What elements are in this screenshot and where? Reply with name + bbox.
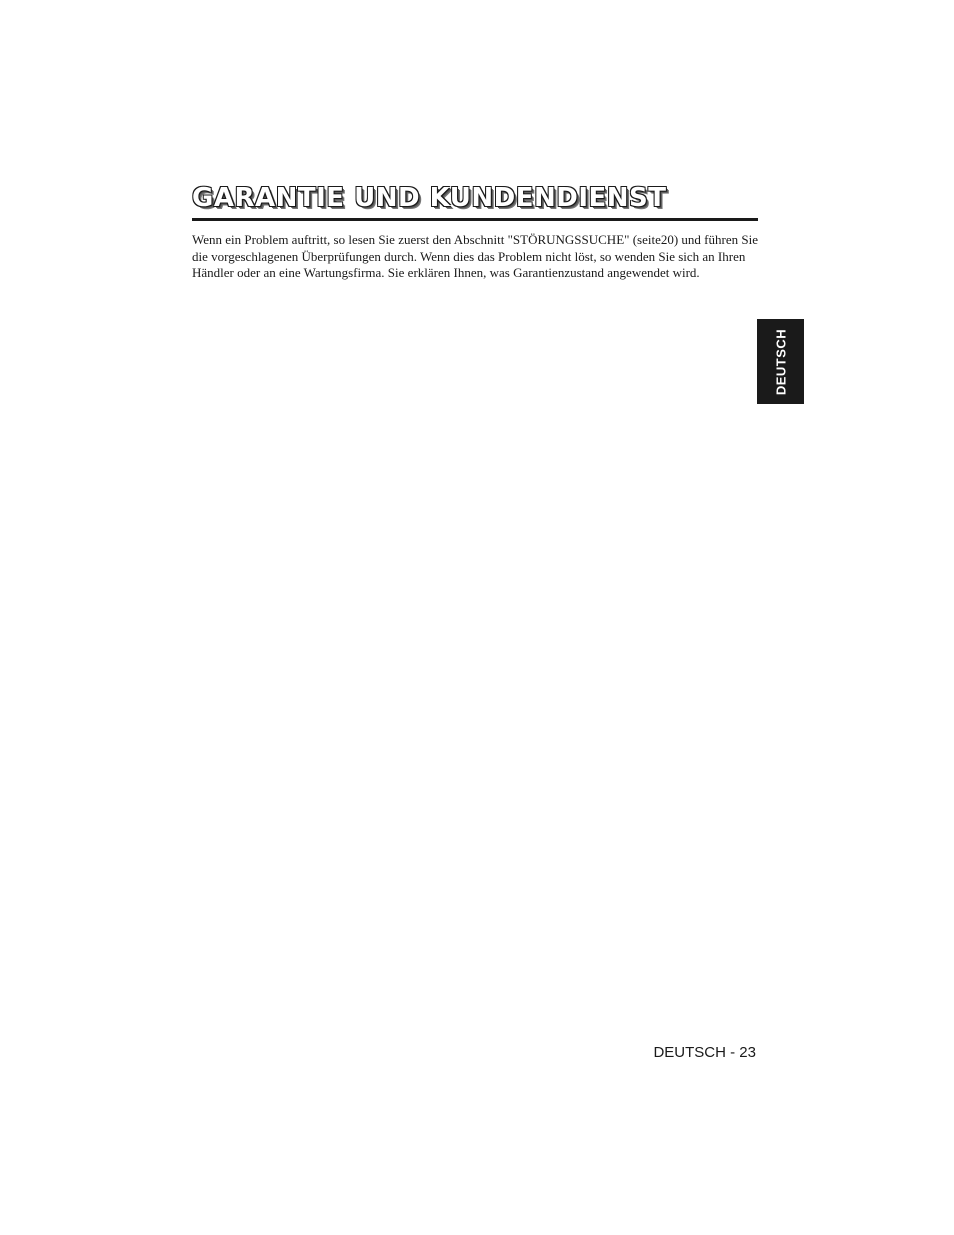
page-number-footer: DEUTSCH - 23	[653, 1044, 756, 1061]
title-underline-rule	[192, 218, 758, 221]
page-title: GARANTIE UND KUNDENDIENST	[192, 183, 667, 213]
intro-paragraph: Wenn ein Problem auftritt, so lesen Sie zuerst den Abschnitt "STÖRUNGSSUCHE" (seite20) und führen Sie die vorgeschlagenen Überprüfungen durch. Wenn dies das Problem nicht löst, so wenden Sie sich an Ihren Händler oder an eine Wartungsfirma. Sie erklären Ihnen, was Garantienzustand angewendet wird.	[192, 232, 758, 280]
language-tab	[757, 319, 804, 404]
language-tab-label: DEUTSCH	[773, 328, 788, 395]
